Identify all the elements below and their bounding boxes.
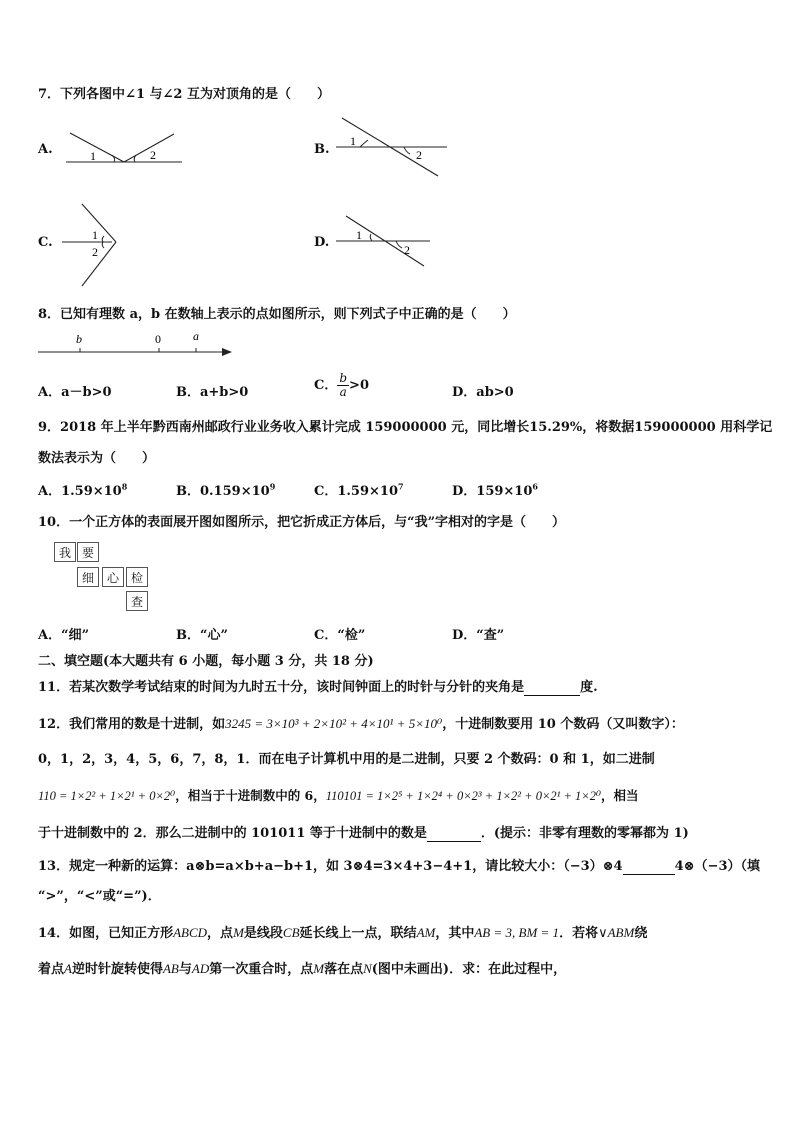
q14-line2 [38,958,566,977]
q9-option-d-exponent: 6 [532,481,538,492]
q7-stem: 7．下列各图中∠1 与∠2 互为对顶角的是（ ） [38,87,330,102]
q12-binary-example-2: 110101 = 1×2⁵ + 1×2⁴ + 0×2³ + 1×2² + 0×2¹ + 1×2⁰ [325,789,602,803]
q10-option-b: B．“心” [176,628,228,643]
q7-figure-c [60,200,120,288]
q7-option-a-letter: A. [38,142,53,157]
q7-a-angle1: 1 [90,149,96,163]
q7-d-angle1: 1 [356,228,362,242]
q14-text-1: 14．如图，已知正方形 [38,926,174,941]
q8-option-d: D．ab>0 [452,385,514,400]
q9-option-a [38,480,127,499]
q7-figure-a [62,128,187,168]
q14-text-11: 第一次重合时，点 [209,962,314,977]
q12-line3-end: ，相当 [601,788,639,803]
q14-text-6: ．若将 [559,926,599,941]
q12-decimal-expansion: 3245 = 3×10³ + 2×10² + 4×10¹ + 5×10⁰ [225,716,443,731]
q12-line1 [38,713,684,732]
net-cell-xin: 心 [102,567,124,587]
q12-line1-tail: ，十进制数要用 10 个数码（又叫数字）： [442,717,684,732]
q12-binary-example-1: 110 = 1×2² + 1×2¹ + 0×2⁰ [38,789,176,803]
q9-option-d [452,480,538,499]
fraction-numerator: b [339,371,348,385]
q8-option-c [314,372,369,399]
q7-c-angle2: 2 [92,245,98,259]
q7-figure-d [334,212,434,270]
q14-text-2: ，点 [207,926,234,941]
q14-text-9: 逆时针旋转使得 [71,962,163,977]
q14-point-a: A [64,961,72,976]
q7-option-d-letter: D. [314,235,330,250]
q7-option-b-letter: B. [314,142,330,157]
q14-line1 [38,922,647,941]
q14-square-name: ABCD [173,925,208,940]
numberline-label-zero: 0 [155,332,161,346]
q9-option-b-exponent: 9 [269,481,276,492]
q12-question: 于十进制数中的 2．那么二进制中的 101011 等于十进制中的数是 [38,826,427,841]
q11-unit: 度. [580,680,598,695]
q8-option-c-prefix: C． [314,378,338,393]
q12-line2: 0，1，2，3，4，5，6，7，8，1．而在电子计算机中用的是二进制，只要 2 个数码：0 和 1，如二进制 [38,752,655,767]
q14-segment-cb: CB [282,925,300,940]
q9-option-c [314,480,404,499]
q14-text-7: 绕 [634,926,648,941]
q14-point-n: N [363,961,372,976]
q12-answer-blank[interactable] [427,826,481,842]
net-cell-wo: 我 [54,542,76,562]
q11-answer-blank[interactable] [524,680,580,696]
q9-option-b-base: B．0.159×10 [176,484,270,499]
q10-option-c: C．“检” [314,628,366,643]
q13-compare: 4⊗（−3）（填 [674,859,760,874]
q14-text-5: ，其中 [435,926,475,941]
q14-segment-am: AM [416,925,436,940]
q12-line4 [38,822,689,842]
q12-line3-mid: ，相当于十进制数中的 6， [175,788,326,803]
numberline-label-b: b [76,332,82,346]
q13-definition: 13．规定一种新的运算：a⊗b=a×b+a−b+1，如 3⊗4=3×4+3−4+1，请比较大小：（−3）⊗4 [38,859,623,874]
q10-stem: 10．一个正方体的表面展开图如图所示，把它折成正方体后，与“我”字相对的字是（ ） [38,515,566,530]
fraction-denominator: a [339,385,347,399]
q7-c-angle1: 1 [92,228,98,242]
q14-condition: AB = 3, BM = 1 [474,925,560,940]
q11 [38,676,598,696]
q14-point-m-2: M [313,961,325,976]
numberline-label-a: a [193,329,199,343]
q14-triangle: ∨ABM [598,925,635,940]
q13-answer-blank[interactable] [623,859,675,875]
q10-option-a: A．“细” [38,628,90,643]
q7-a-angle2: 2 [150,148,156,162]
net-cell-jian: 检 [126,567,148,587]
q12-line3 [38,786,639,804]
q14-text-13: (图中未画出)．求：在此过程中， [371,962,567,977]
q14-text-4: 延长线上一点，联结 [299,926,417,941]
q8-stem: 8．已知有理数 a，b 在数轴上表示的点如图所示，则下列式子中正确的是（ ） [38,307,516,322]
q9-option-b [176,480,275,499]
q14-segment-ab: AB [162,961,179,976]
q9-option-a-exponent: 8 [121,481,128,492]
q14-segment-ad: AD [191,961,210,976]
q14-text-12: 落在点 [324,962,364,977]
q8-option-c-suffix: >0 [349,378,369,393]
q7-b-angle1: 1 [350,134,356,148]
q7-d-angle2: 2 [404,243,410,257]
q13-line1 [38,855,760,875]
net-cell-xi: 细 [77,567,99,587]
q14-text-8: 着点 [38,962,65,977]
q8-option-a: A．a－b>0 [38,385,112,400]
q7-figure-b [334,116,449,178]
q9-stem-line1: 9．2018 年上半年黔西南州邮政行业业务收入累计完成 159000000 元，同比增长15.29%，将数据159000000 用科学记 [38,420,773,435]
q12-intro: 12．我们常用的数是十进制，如 [38,717,226,732]
q8-number-line [36,328,236,360]
q9-option-c-exponent: 7 [398,481,404,492]
q9-option-a-base: A．1.59×10 [38,484,122,499]
q12-hint: ．(提示：非零有理数的零幂都为 1) [480,826,689,841]
q8-option-c-fraction [337,372,349,399]
q13-line2: “>”，“<”或“=”)． [38,889,161,904]
q9-option-d-base: D．159×10 [452,484,533,499]
q10-option-d: D．“查” [452,628,505,643]
q8-option-b: B．a+b>0 [176,385,249,400]
q14-text-10: 与 [178,962,192,977]
q11-text: 11．若某次数学考试结束的时间为九时五十分，该时间钟面上的时针与分针的夹角是 [38,680,525,695]
q9-option-c-base: C．1.59×10 [314,484,398,499]
section-heading: 二、填空题(本大题共有 6 小题，每小题 3 分，共 18 分) [38,654,374,669]
q7-option-c-letter: C. [38,235,53,250]
q14-point-m: M [233,925,244,940]
q7-b-angle2: 2 [416,148,422,162]
net-cell-yao: 要 [77,542,99,562]
net-cell-cha: 查 [126,591,148,611]
q9-stem-line2: 数法表示为（ ） [38,451,156,466]
q14-text-3: 是线段 [243,926,283,941]
